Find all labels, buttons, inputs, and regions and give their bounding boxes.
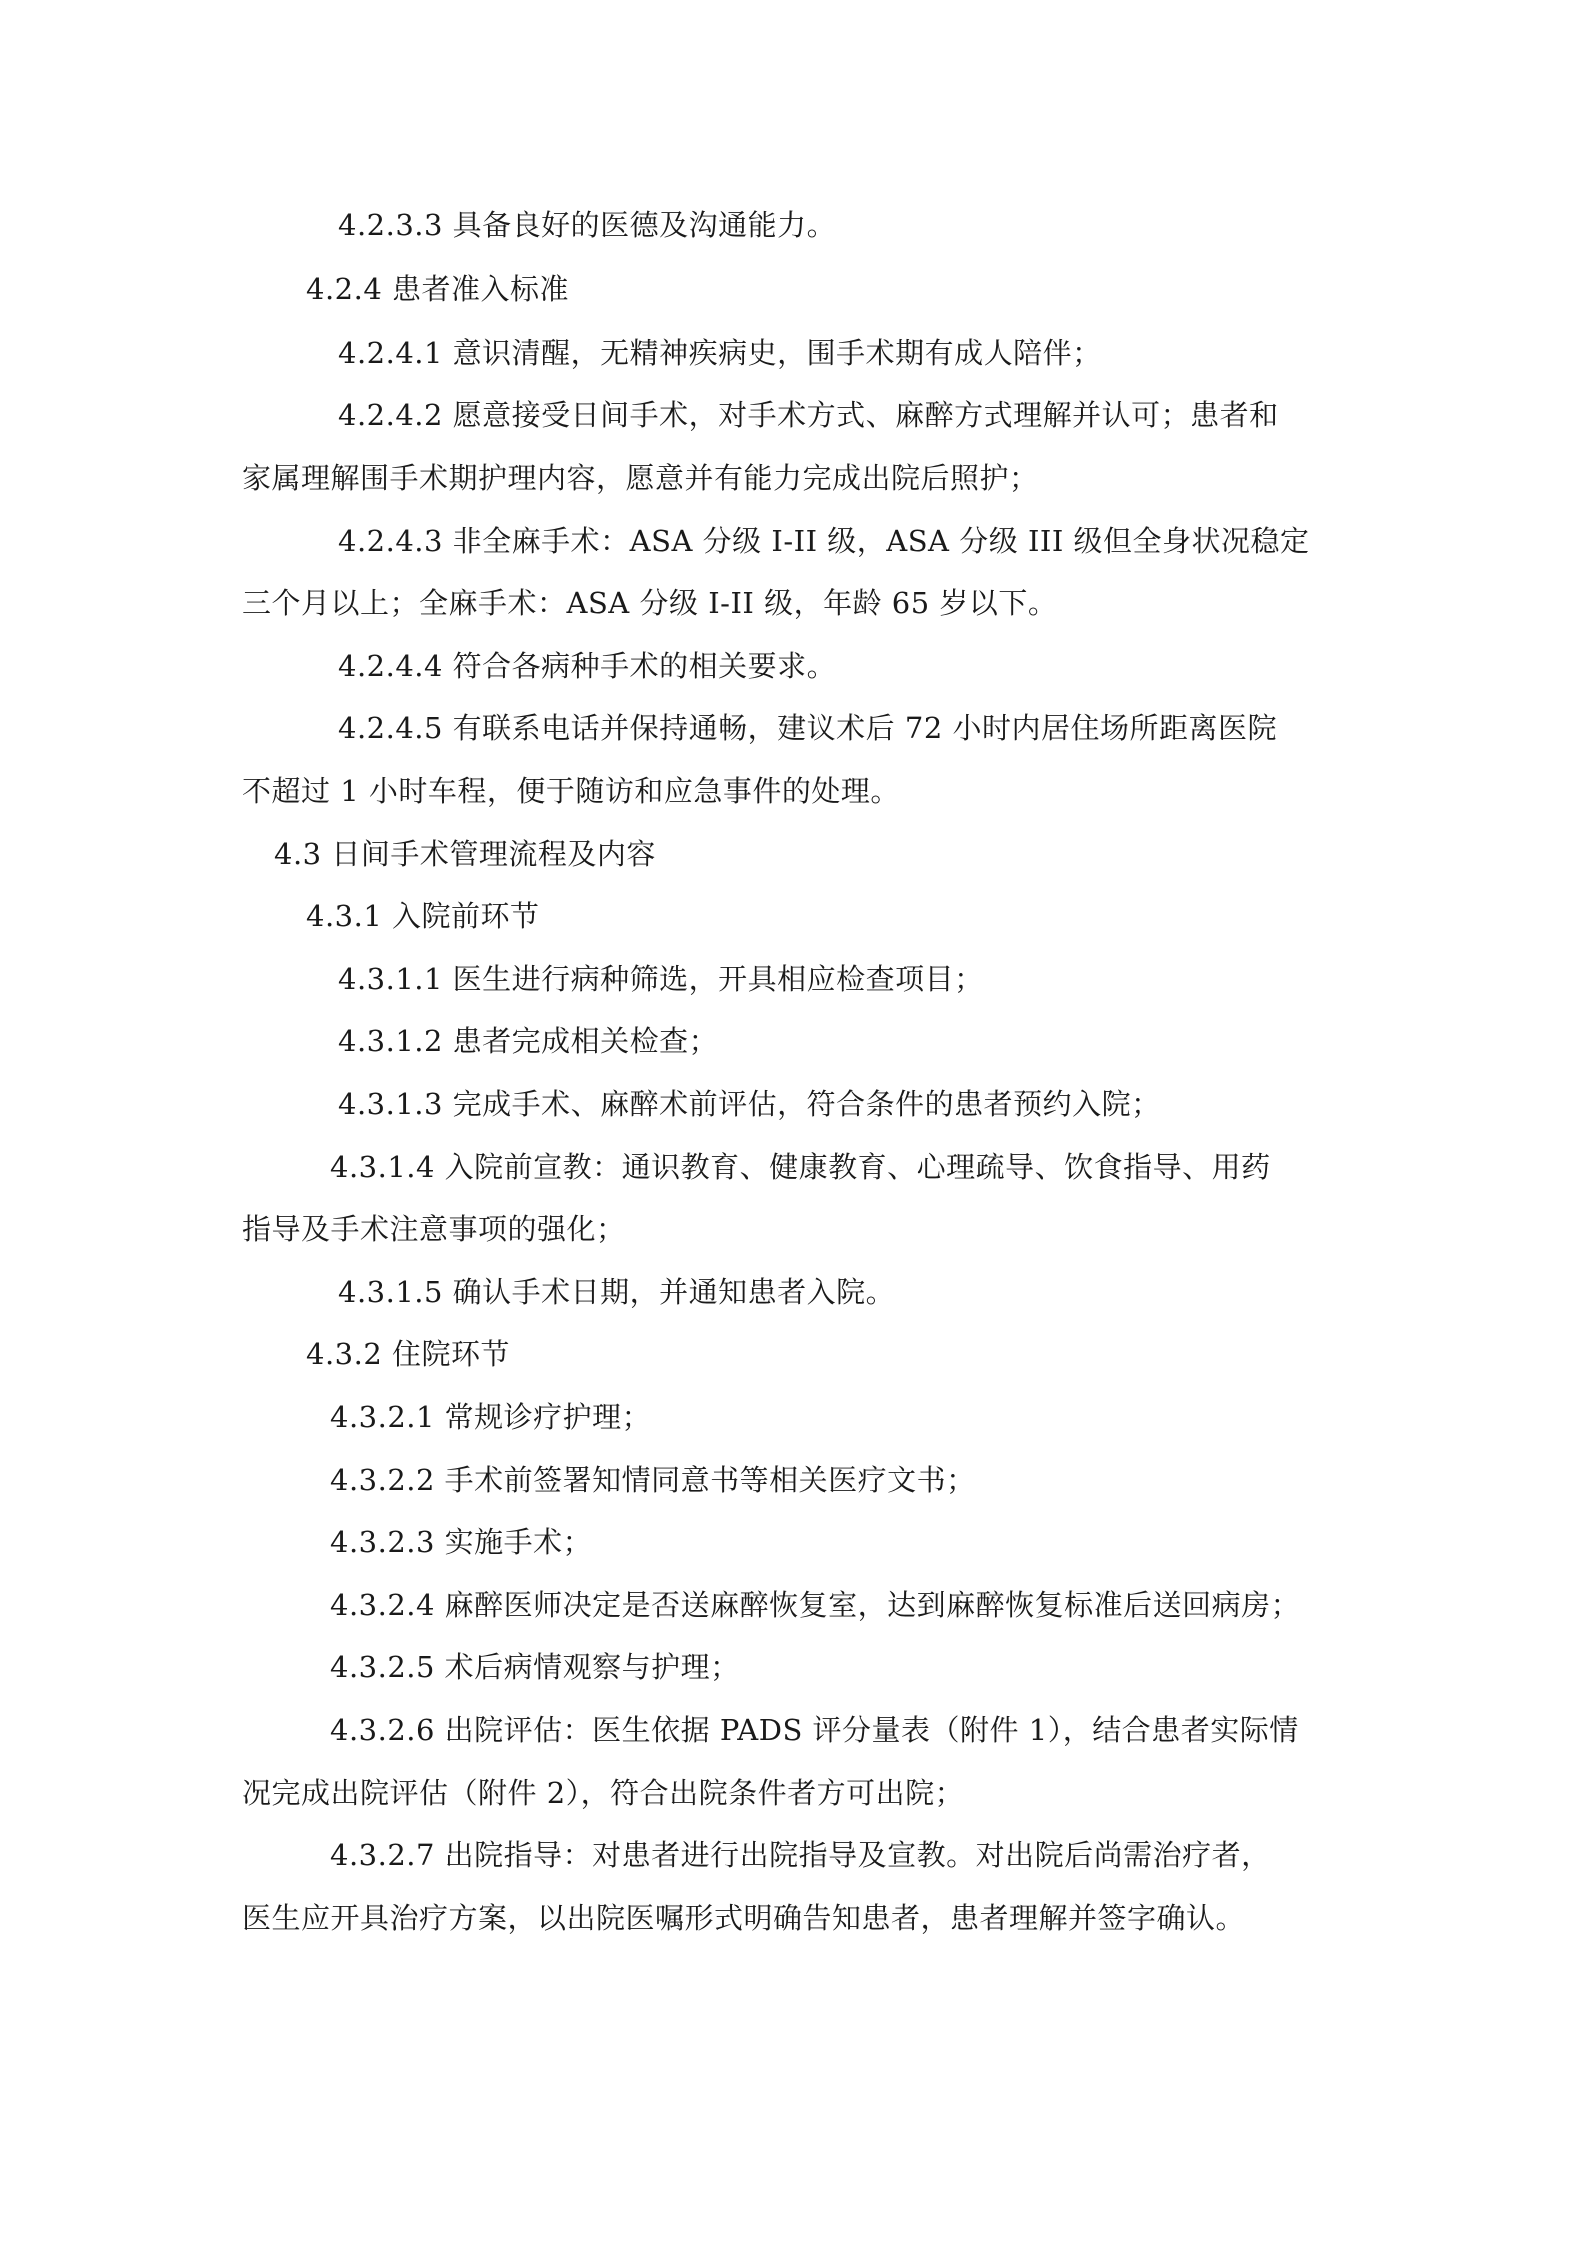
heading-4-3: 4.3 日间手术管理流程及内容 — [274, 837, 656, 871]
text-line-4-2-4-5-cont: 不超过 1 小时车程，便于随访和应急事件的处理。 — [242, 774, 900, 808]
heading-4-3-1: 4.3.1 入院前环节 — [306, 899, 540, 933]
text-line-4-2-4-1: 4.2.4.1 意识清醒，无精神疾病史，围手术期有成人陪伴； — [338, 336, 1102, 370]
text-line-4-2-4-5: 4.2.4.5 有联系电话并保持通畅，建议术后 72 小时内居住场所距离医院 — [338, 711, 1278, 745]
text-line-4-2-3-3: 4.2.3.3 具备良好的医德及沟通能力。 — [338, 208, 837, 242]
text-line-4-3-2-7: 4.3.2.7 出院指导：对患者进行出院指导及宣教。对出院后尚需治疗者， — [330, 1838, 1271, 1872]
heading-4-3-2: 4.3.2 住院环节 — [306, 1337, 511, 1371]
text-line-4-3-1-4: 4.3.1.4 入院前宣教：通识教育、健康教育、心理疏导、饮食指导、用药 — [330, 1150, 1271, 1184]
text-line-4-2-4-3: 4.2.4.3 非全麻手术：ASA 分级 I-II 级，ASA 分级 III 级但全身状况稳定 — [338, 524, 1310, 558]
text-line-4-2-4-2: 4.2.4.2 愿意接受日间手术，对手术方式、麻醉方式理解并认可；患者和 — [338, 398, 1279, 432]
text-line-4-3-1-1: 4.3.1.1 医生进行病种筛选，开具相应检查项目； — [338, 962, 984, 996]
text-line-4-3-2-5: 4.3.2.5 术后病情观察与护理； — [330, 1650, 740, 1684]
text-line-4-3-1-2: 4.3.1.2 患者完成相关检查； — [338, 1024, 719, 1058]
heading-4-2-4: 4.2.4 患者准入标准 — [306, 272, 570, 306]
text-line-4-2-4-3-cont: 三个月以上；全麻手术：ASA 分级 I-II 级，年龄 65 岁以下。 — [242, 586, 1058, 620]
text-line-4-3-1-4-cont: 指导及手术注意事项的强化； — [242, 1212, 626, 1246]
text-line-4-3-2-1: 4.3.2.1 常规诊疗护理； — [330, 1400, 652, 1434]
text-line-4-3-2-6: 4.3.2.6 出院评估：医生依据 PADS 评分量表（附件 1），结合患者实际情 — [330, 1713, 1299, 1747]
text-line-4-3-2-2: 4.3.2.2 手术前签署知情同意书等相关医疗文书； — [330, 1463, 976, 1497]
text-line-4-2-4-4: 4.2.4.4 符合各病种手术的相关要求。 — [338, 649, 837, 683]
text-line-4-3-1-3: 4.3.1.3 完成手术、麻醉术前评估，符合条件的患者预约入院； — [338, 1087, 1161, 1121]
text-line-4-3-1-5: 4.3.1.5 确认手术日期，并通知患者入院。 — [338, 1275, 896, 1309]
text-line-4-3-2-7-cont: 医生应开具治疗方案，以出院医嘱形式明确告知患者，患者理解并签字确认。 — [242, 1901, 1246, 1935]
text-line-4-2-4-2-cont: 家属理解围手术期护理内容，愿意并有能力完成出院后照护； — [242, 461, 1039, 495]
text-line-4-3-2-3: 4.3.2.3 实施手术； — [330, 1525, 593, 1559]
text-line-4-3-2-6-cont: 况完成出院评估（附件 2），符合出院条件者方可出院； — [242, 1776, 965, 1810]
text-line-4-3-2-4: 4.3.2.4 麻醉医师决定是否送麻醉恢复室，达到麻醉恢复标准后送回病房； — [330, 1588, 1301, 1622]
